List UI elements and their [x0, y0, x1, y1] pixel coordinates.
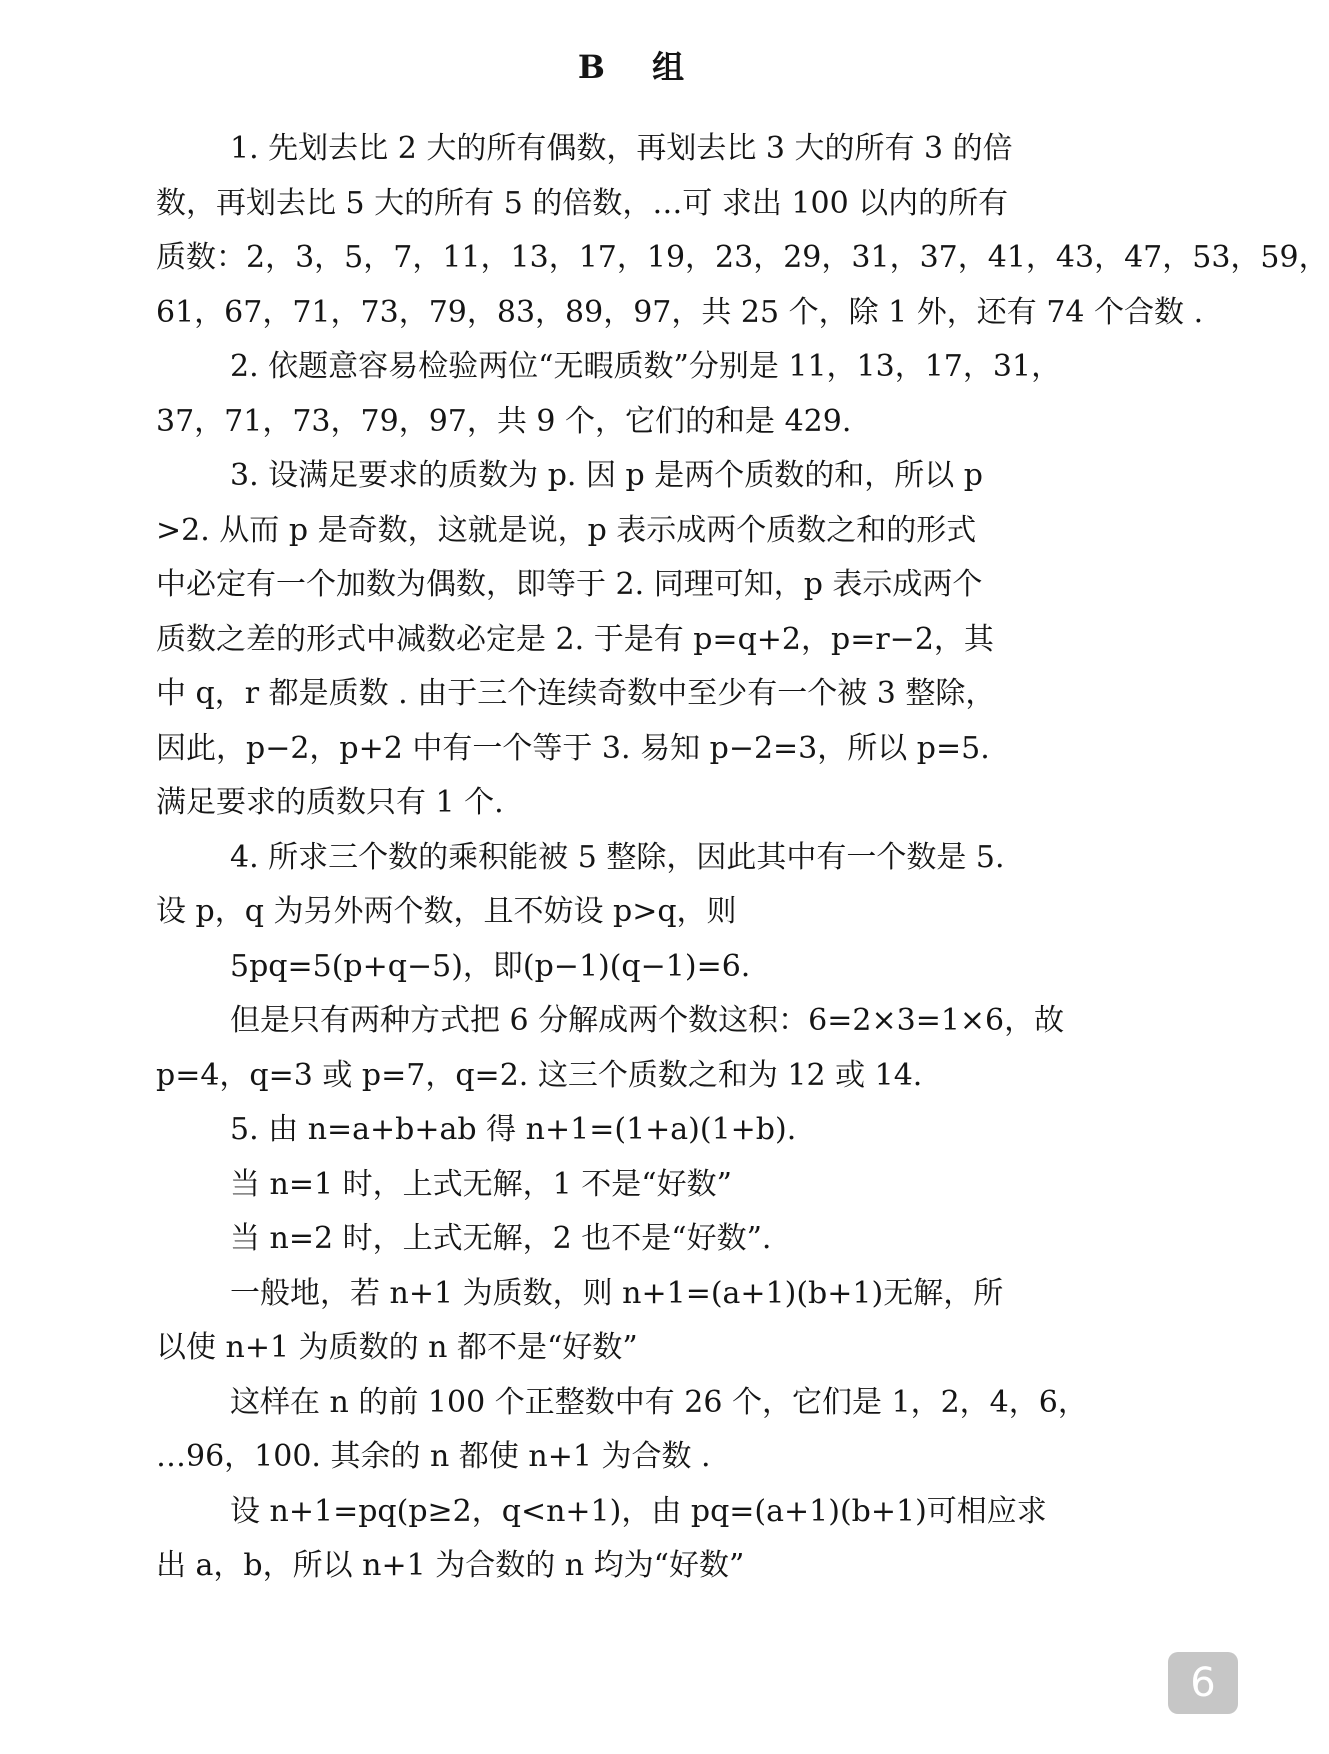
equation-line: 5pq=5(p+q−5)，即(p−1)(q−1)=6. [230, 948, 751, 984]
text-line: …96，100. 其余的 n 都使 n+1 为合数 . [156, 1439, 711, 1474]
text-line: 因此，p−2，p+2 中有一个等于 3. 易知 p−2=3，所以 p=5. [156, 730, 990, 766]
page-number-badge: 6 [1168, 1652, 1238, 1714]
text-line: 37，71，73，79，97，共 9 个，它们的和是 429. [156, 403, 852, 439]
text-line: 61，67，71，73，79，83，89，97，共 25 个，除 1 外，还有 74 个合数 . [156, 294, 1204, 330]
text-line: 2. 依题意容易检验两位“无暇质数”分别是 11，13，17，31， [230, 349, 1062, 384]
text-line: 这样在 n 的前 100 个正整数中有 26 个，它们是 1，2，4，6， [230, 1384, 1088, 1420]
text-line: 当 n=1 时，上式无解，1 不是“好数” [230, 1166, 732, 1202]
text-line: 满足要求的质数只有 1 个. [156, 785, 504, 820]
text-line: 3. 设满足要求的质数为 p. 因 p 是两个质数的和，所以 p [230, 458, 983, 493]
text-line: p=4，q=3 或 p=7，q=2. 这三个质数之和为 12 或 14. [156, 1057, 923, 1093]
text-line: 中必定有一个加数为偶数，即等于 2. 同理可知，p 表示成两个 [156, 567, 983, 602]
solution-text [156, 122, 1329, 1594]
text-line: 数，再划去比 5 大的所有 5 的倍数，…可 求出 100 以内的所有 [156, 185, 1009, 221]
text-line: 质数：2，3，5，7，11，13，17，19，23，29，31，37，41，43，47，53，59， [156, 240, 1329, 275]
text-line: 质数之差的形式中减数必定是 2. 于是有 p=q+2，p=r−2，其 [156, 621, 994, 657]
text-line: 4. 所求三个数的乘积能被 5 整除，因此其中有一个数是 5. [230, 839, 1005, 875]
text-line: 设 n+1=pq(p≥2，q<n+1)，由 pq=(a+1)(b+1)可相应求 [230, 1493, 1047, 1529]
text-line: >2. 从而 p 是奇数，这就是说，p 表示成两个质数之和的形式 [156, 512, 977, 548]
text-line: 设 p，q 为另外两个数，且不妨设 p>q，则 [156, 894, 737, 929]
section-title: B 组 [577, 48, 703, 86]
text-line: 一般地，若 n+1 为质数，则 n+1=(a+1)(b+1)无解，所 [230, 1275, 1004, 1311]
text-line: 出 a，b，所以 n+1 为合数的 n 均为“好数” [156, 1548, 745, 1583]
text-line: 1. 先划去比 2 大的所有偶数，再划去比 3 大的所有 3 的倍 [230, 131, 1013, 166]
text-line: 当 n=2 时，上式无解，2 也不是“好数”. [230, 1221, 772, 1256]
text-line: 中 q，r 都是质数 . 由于三个连续奇数中至少有一个被 3 整除， [156, 676, 996, 711]
text-line: 5. 由 n=a+b+ab 得 n+1=(1+a)(1+b). [230, 1112, 797, 1147]
text-line: 以使 n+1 为质数的 n 都不是“好数” [156, 1330, 638, 1365]
text-line: 但是只有两种方式把 6 分解成两个数这积：6=2×3=1×6，故 [230, 1003, 1065, 1038]
